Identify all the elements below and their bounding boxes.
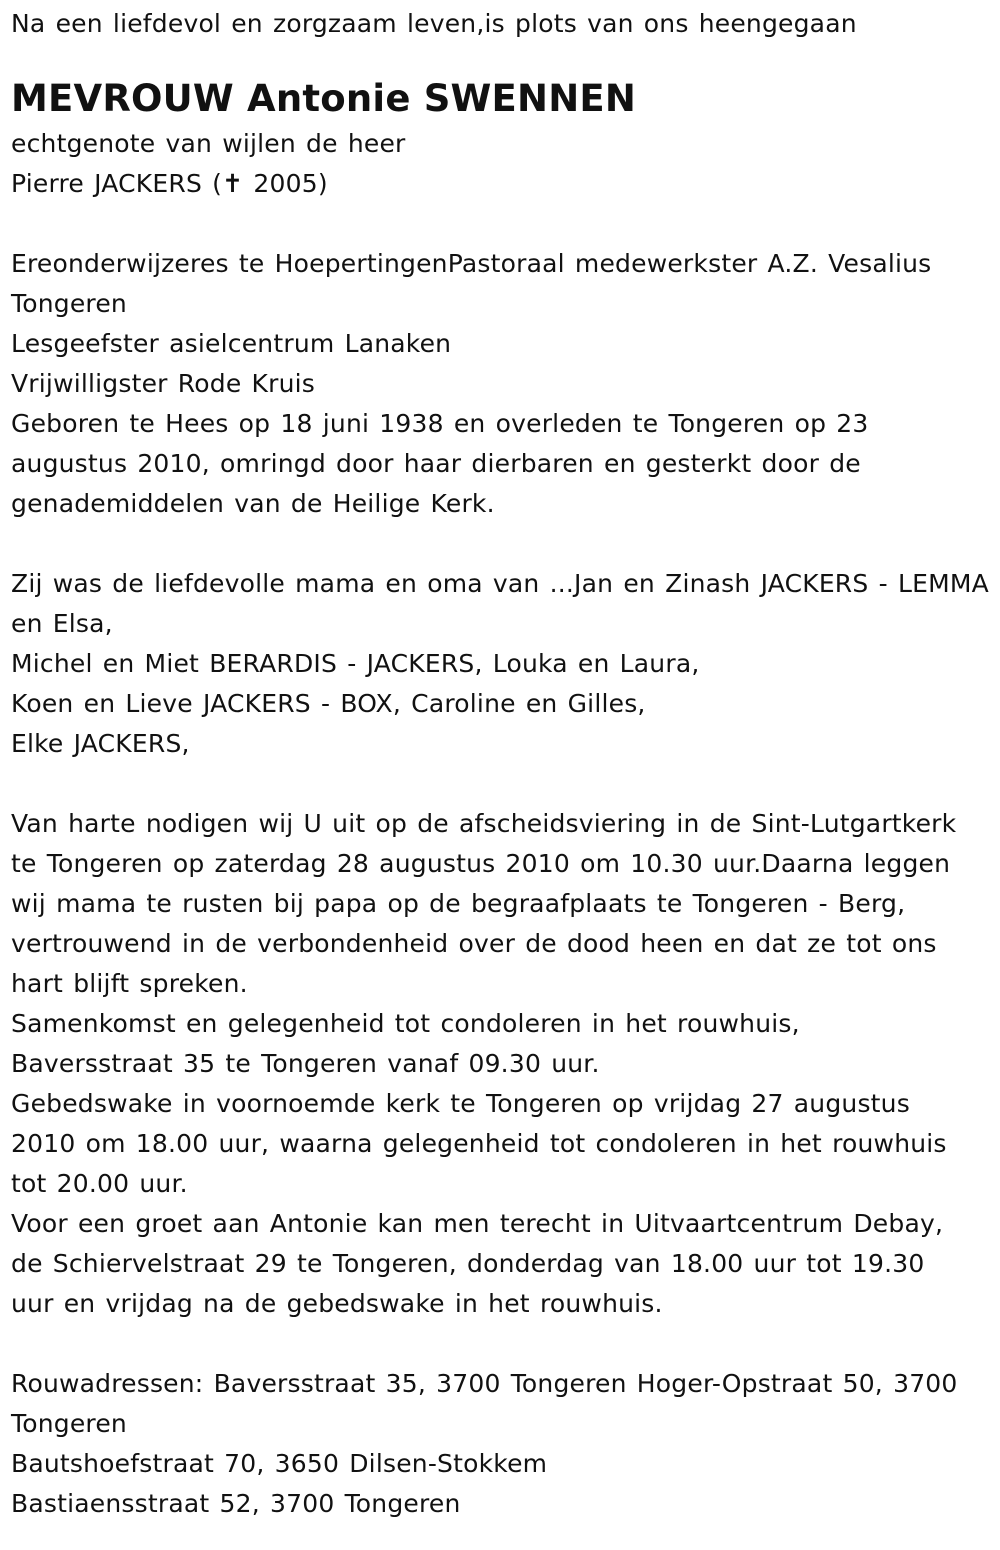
career-line: Vrijwilligster Rode Kruis: [11, 369, 316, 398]
career-line: augustus 2010, omringd door haar dierbaren en gesterkt door de: [11, 449, 861, 478]
address-line: Bautshoefstraat 70, 3650 Dilsen-Stokkem: [11, 1449, 548, 1478]
ceremony-line: te Tongeren op zaterdag 28 augustus 2010 om 10.30 uur.Daarna leggen: [11, 849, 951, 878]
address-line: Tongeren: [11, 1409, 127, 1438]
ceremony-line: Van harte nodigen wij U uit op de afscheidsviering in de Sint-Lutgartkerk: [11, 809, 957, 838]
family-line: Elke JACKERS,: [11, 729, 190, 758]
ceremony-line: hart blijft spreken.: [11, 969, 248, 998]
spouse-section: [11, 124, 990, 204]
career-section: [11, 244, 990, 524]
ceremony-line: wij mama te rusten bij papa op de begraafplaats te Tongeren - Berg,: [11, 889, 906, 918]
paragraph-gap: [11, 764, 990, 804]
career-line: Ereonderwijzeres te HoepertingenPastoraal medewerkster A.Z. Vesalius: [11, 249, 932, 278]
ceremony-section: [11, 804, 990, 1324]
ceremony-line: vertrouwend in de verbondenheid over de dood heen en dat ze tot ons: [11, 929, 937, 958]
paragraph-gap: [11, 1324, 990, 1364]
address-line: Rouwadressen: Baversstraat 35, 3700 Tongeren Hoger-Opstraat 50, 3700: [11, 1369, 958, 1398]
intro-line: Na een liefdevol en zorgzaam leven,is plots van ons heengegaan: [11, 9, 857, 38]
deceased-name: MEVROUW Antonie SWENNEN: [11, 77, 637, 120]
address-line: Bastiaensstraat 52, 3700 Tongeren: [11, 1489, 461, 1518]
career-line: genademiddelen van de Heilige Kerk.: [11, 489, 495, 518]
ceremony-line: Samenkomst en gelegenheid tot condoleren in het rouwhuis,: [11, 1009, 800, 1038]
ceremony-line: uur en vrijdag na de gebedswake in het rouwhuis.: [11, 1289, 663, 1318]
ceremony-line: tot 20.00 uur.: [11, 1169, 188, 1198]
family-line: en Elsa,: [11, 609, 113, 638]
career-line: Geboren te Hees op 18 juni 1938 en overleden te Tongeren op 23: [11, 409, 869, 438]
family-line: Zij was de liefdevolle mama en oma van ...Jan en Zinash JACKERS - LEMMA: [11, 569, 989, 598]
ceremony-line: 2010 om 18.00 uur, waarna gelegenheid tot condoleren in het rouwhuis: [11, 1129, 947, 1158]
spouse-line: Pierre JACKERS (✝ 2005): [11, 169, 328, 198]
paragraph-gap: [11, 204, 990, 244]
family-line: Michel en Miet BERARDIS - JACKERS, Louka en Laura,: [11, 649, 700, 678]
family-section: [11, 564, 990, 764]
family-line: Koen en Lieve JACKERS - BOX, Caroline en Gilles,: [11, 689, 646, 718]
ceremony-line: Voor een groet aan Antonie kan men terecht in Uitvaartcentrum Debay,: [11, 1209, 944, 1238]
career-line: Lesgeefster asielcentrum Lanaken: [11, 329, 452, 358]
ceremony-line: Gebedswake in voornoemde kerk te Tongeren op vrijdag 27 augustus: [11, 1089, 910, 1118]
spouse-line: echtgenote van wijlen de heer: [11, 129, 406, 158]
career-line: Tongeren: [11, 289, 127, 318]
paragraph-gap: [11, 524, 990, 564]
ceremony-line: Baversstraat 35 te Tongeren vanaf 09.30 uur.: [11, 1049, 600, 1078]
addresses-section: [11, 1364, 990, 1524]
ceremony-line: de Schiervelstraat 29 te Tongeren, donderdag van 18.00 uur tot 19.30: [11, 1249, 925, 1278]
